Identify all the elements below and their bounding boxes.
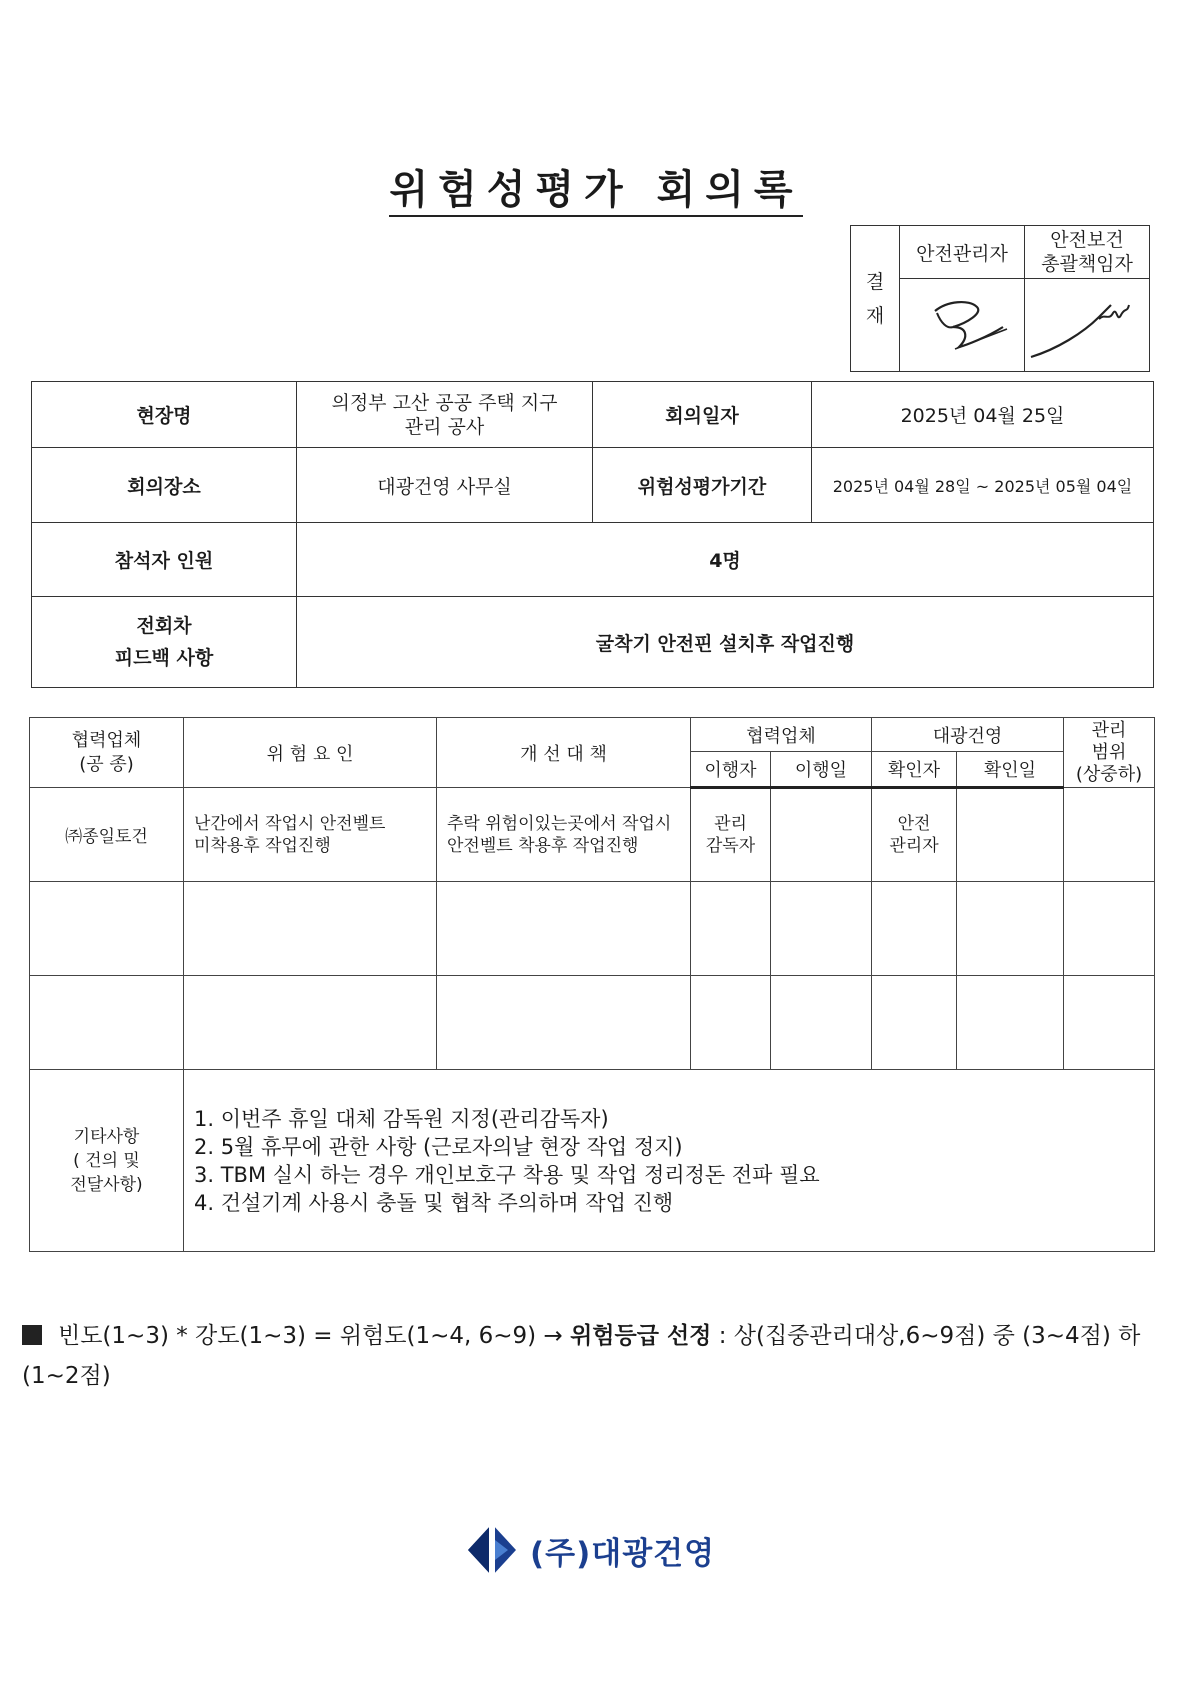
empty-cell [437,882,691,976]
empty-cell [872,976,957,1070]
row1-perform-date [771,788,872,882]
formula-bold: 위험등급 선정 [570,1323,712,1349]
row1-hazard: 난간에서 작업시 안전벨트 미착용후 작업진행 [184,788,437,882]
risk-assessment-table [29,717,1155,1252]
daekwang-diamond-logo-icon [466,1522,518,1578]
note-item: 1. 이번주 휴일 대체 감독원 지정(관리감독자) [194,1106,609,1131]
meeting-place-value: 대광건영 사무실 [297,448,593,523]
site-name-value: 의정부 고산 공공 주택 지구 관리 공사 [297,382,593,448]
title-text: 위험성평가 회의록 [389,167,802,217]
header-perform-date: 이행일 [771,752,872,788]
empty-cell [1064,882,1155,976]
attendees-value: 4명 [297,523,1154,597]
header-checker: 확인자 [872,752,957,788]
header-partner-group: 협력업체 [691,718,872,752]
header-check-date: 확인일 [957,752,1064,788]
empty-cell [957,976,1064,1070]
site-name-label: 현장명 [32,382,297,448]
meeting-date-label: 회의일자 [593,382,812,448]
row1-check-date [957,788,1064,882]
meeting-place-label: 회의장소 [32,448,297,523]
note-item: 2. 5월 휴무에 관한 사항 (근로자의날 현장 작업 정지) [194,1134,683,1159]
empty-cell [1064,976,1155,1070]
meeting-date-value: 2025년 04월 25일 [812,382,1154,448]
row1-performer: 관리 감독자 [691,788,771,882]
table-row [30,788,1155,882]
approval-side-label: 결재 [851,226,900,372]
company-logo [466,1522,715,1578]
row1-range [1064,788,1155,882]
approval-col-safety-manager: 안전관리자 [900,226,1025,279]
header-measure: 개 선 대 책 [437,718,691,788]
signature-1 [907,283,1017,363]
risk-formula [22,1316,1172,1396]
note-item: 4. 건설기계 사용시 충돌 및 협착 주의하며 작업 진행 [194,1190,674,1215]
signature-2 [1027,283,1147,363]
document-title [0,158,1192,215]
approval-box [850,225,1150,372]
header-hazard: 위 험 요 인 [184,718,437,788]
note-item: 3. TBM 실시 하는 경우 개인보호구 착용 및 작업 정리정돈 전파 필요 [194,1162,820,1187]
row1-company: ㈜종일토건 [30,788,184,882]
approval-col-general-manager: 안전보건 총괄책임자 [1025,226,1150,279]
header-performer: 이행자 [691,752,771,788]
formula-part2: : 상(집중관리대상,6~9점) 중 (3~4점) 하(1~2점) [22,1323,1141,1389]
signature-safety-manager [900,279,1025,372]
feedback-value: 굴착기 안전핀 설치후 작업진행 [297,597,1154,688]
row1-checker: 안전 관리자 [872,788,957,882]
assessment-period-value: 2025년 04월 28일 ~ 2025년 05월 04일 [812,448,1154,523]
header-range: 관리 범위 (상중하) [1064,718,1155,788]
company-name: (주)대광건영 [530,1535,716,1572]
empty-cell [184,976,437,1070]
meeting-info-table [31,381,1154,688]
empty-cell [771,976,872,1070]
row1-measure: 추락 위험이있는곳에서 작업시 안전벨트 착용후 작업진행 [437,788,691,882]
empty-cell [437,976,691,1070]
attendees-label: 참석자 인원 [32,523,297,597]
empty-cell [184,882,437,976]
empty-cell [957,882,1064,976]
formula-part1: 빈도(1~3) * 강도(1~3) = 위험도(1~4, 6~9) → [58,1323,563,1349]
header-company: 협력업체 (공 종) [30,718,184,788]
empty-cell [691,976,771,1070]
empty-cell [691,882,771,976]
empty-cell [872,882,957,976]
table-row [30,882,1155,976]
empty-cell [30,882,184,976]
bullet-square-icon [22,1325,42,1345]
table-row [30,976,1155,1070]
feedback-label: 전회차 피드백 사항 [32,597,297,688]
header-owner-group: 대광건영 [872,718,1064,752]
empty-cell [771,882,872,976]
empty-cell [30,976,184,1070]
notes-label: 기타사항 ( 건의 및 전달사항) [30,1070,184,1252]
notes-content [184,1070,1155,1252]
assessment-period-label: 위험성평가기간 [593,448,812,523]
signature-general-manager [1025,279,1150,372]
